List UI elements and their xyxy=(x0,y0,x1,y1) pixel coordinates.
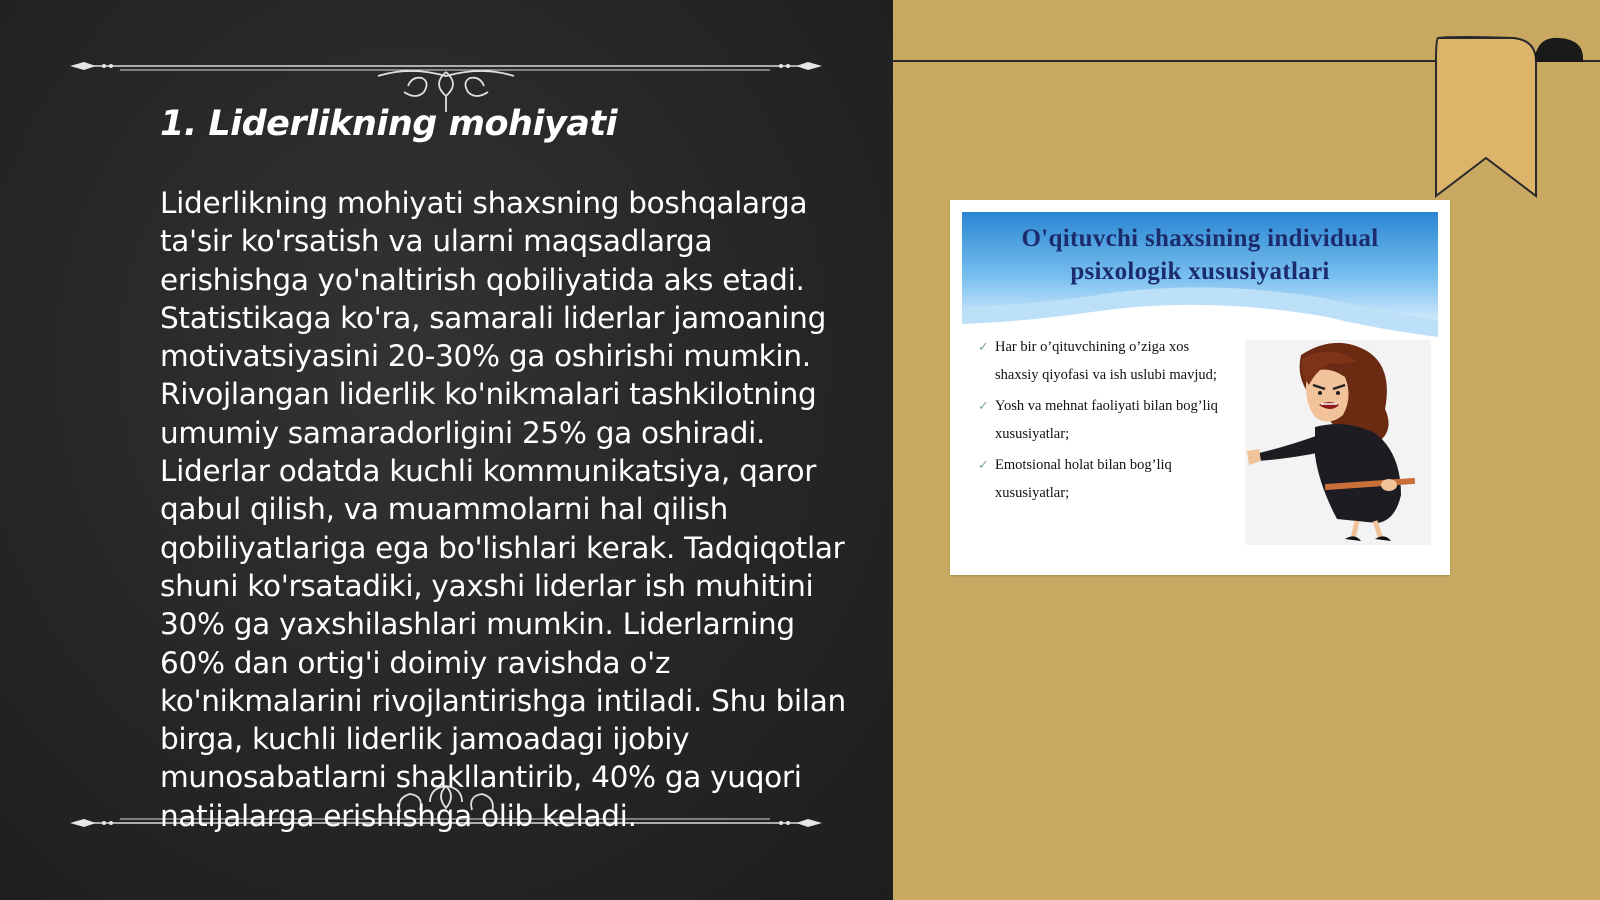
angry-teacher-illustration xyxy=(1245,335,1435,550)
inset-list-item xyxy=(978,333,1248,389)
inset-header-banner xyxy=(962,212,1438,337)
slide-title: 1. Liderlikning mohiyati xyxy=(160,104,618,144)
inset-title-line-2: psixologik xususiyatlari xyxy=(1070,258,1330,285)
checkmark-icon: ✓ xyxy=(978,398,989,413)
inset-item-line: shaxsiy qiyofasi va ish uslubi mavjud; xyxy=(995,367,1217,383)
inset-list-item xyxy=(978,392,1248,448)
checkmark-icon: ✓ xyxy=(978,457,989,472)
inset-item-line: xususiyatlar; xyxy=(995,485,1070,501)
inset-bullet-list xyxy=(978,333,1248,510)
inset-title xyxy=(962,222,1438,288)
inset-item-line: Har bir o’qituvchining o’ziga xos xyxy=(995,339,1190,355)
bookmark-ribbon xyxy=(893,0,1600,210)
inset-title-line-1: O'qituvchi shaxsining individual xyxy=(1021,225,1379,252)
checkmark-icon: ✓ xyxy=(978,339,989,354)
slide-body-text: Liderlikning mohiyati shaxsning boshqalarga ta'sir ko'rsatish va ularni maqsadlarga erishishga yo'naltirish qobiliyatida aks etadi. Statistikaga ko'ra, samarali liderlar jamoaning motivatsiyasini 20-30% ga oshirishi mumkin. Rivojlangan liderlik ko'nikmalari tashkilotning umumiy samaradorligini 25% ga oshiradi. Liderlar odatda kuchli kommunikatsiya, qaror qabul qilish, va muammolarni hal qilish qobiliyatlariga ega bo'lishlari kerak. Tadqiqotlar shuni ko'rsatadiki, yaxshi liderlar ish muhitini 30% ga yaxshilashlari mumkin. Liderlarning 60% dan ortig'i doimiy ravishda o'z ko'nikmalarini rivojlantirishga intiladi. Shu bilan birga, kuchli liderlik jamoadagi ijobiy munosabatlarni shakllantirib, 40% ga yuqori natijalarga erishishga olib keladi. xyxy=(160,186,846,833)
inset-item-line: Yosh va mehnat faoliyati bilan bog’liq xyxy=(995,398,1218,414)
inset-item-line: Emotsional holat bilan bog’liq xyxy=(995,457,1172,473)
inset-item-line: xususiyatlar; xyxy=(995,426,1070,442)
inset-slide-image xyxy=(950,200,1450,575)
inset-list-item xyxy=(978,451,1248,507)
